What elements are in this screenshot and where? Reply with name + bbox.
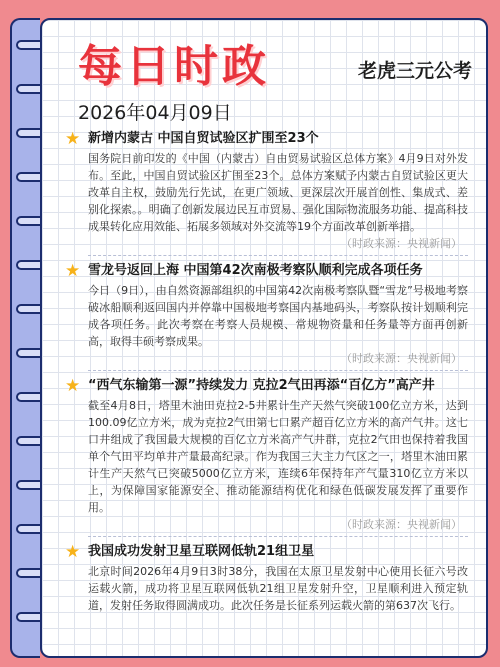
news-body: 今日（9日），由自然资源部组织的中国第42次南极考察队暨“雪龙”号极地考察破冰船顺利返回国内并停靠中国极地考察国内基地码头，考察队按计划顺利完成各项任务。此次考察在考察人员规模、常规物资量和任务量等方面再创新高，取得丰硕考察成果。 [88, 284, 468, 348]
news-headline: 我国成功发射卫星互联网低轨21组卫星 [88, 544, 315, 559]
news-source: （时政来源：央视新闻） [341, 352, 462, 365]
divider [88, 255, 468, 256]
page-title: 每日时政 [78, 41, 270, 92]
news-item [65, 129, 468, 252]
news-item [65, 261, 468, 367]
news-item [65, 376, 468, 533]
date-label: 2026年04月09日 [78, 102, 232, 124]
brand-name: 老虎三元公考 [357, 60, 472, 82]
news-headline: 新增内蒙古 中国自贸试验区扩围至23个 [88, 131, 319, 146]
news-headline: 雪龙号返回上海 中国第42次南极考察队顺利完成各项任务 [88, 263, 423, 278]
star-icon: ★ [65, 376, 81, 396]
news-body: 国务院日前印发的《中国（内蒙古）自由贸易试验区总体方案》4月9日对外发布。至此，中国自贸试验区扩围至23个。总体方案赋予内蒙古自贸试验区更大改革自主权，鼓励先行先试，在更广领域、更深层次开展首创性、集成式、差别化探索。。明确了创新发展边民互市贸易、强化国际物流服务功能、提高科技成果转化应用效能、拓展多领域对外交流等19个方面改革创新举措。 [88, 152, 468, 233]
news-source: （时政来源：央视新闻） [341, 518, 462, 531]
news-list [65, 129, 468, 614]
news-item [65, 542, 468, 614]
news-body: 截至4月8日，塔里木油田克拉2-5井累计生产天然气突破100亿立方米，达到100.09亿立方米，成为克拉2气田第七口累产超百亿立方米的高产气井。这七口井组成了我国最大规模的百亿立方米高产气井群，克拉2气田也保持着我国单个气田平均单井产量最高纪录。作为我国三大主力气区之一，塔里木油田累计生产天然气已突破5000亿立方米，连续6年保持年产气量310亿立方米以上，为保障国家能源安全、推动能源结构优化和绿色低碳发展发挥了重要作用。 [88, 399, 468, 514]
star-icon: ★ [65, 129, 81, 149]
news-body: 北京时间2026年4月9日3时38分，我国在太原卫星发射中心使用长征六号改运载火箭，成功将卫星互联网低轨21组卫星发射升空，卫星顺利进入预定轨道，发射任务取得圆满成功。此次任务是长征系列运载火箭的第637次飞行。 [88, 565, 468, 612]
notebook-spine [10, 18, 40, 658]
divider [88, 370, 468, 371]
star-icon: ★ [65, 261, 81, 281]
news-source: （时政来源：央视新闻） [341, 237, 462, 250]
divider [88, 536, 468, 537]
star-icon: ★ [65, 542, 81, 562]
news-headline: “西气东输第一源”持续发力 克拉2气田再添“百亿方”高产井 [88, 378, 435, 393]
